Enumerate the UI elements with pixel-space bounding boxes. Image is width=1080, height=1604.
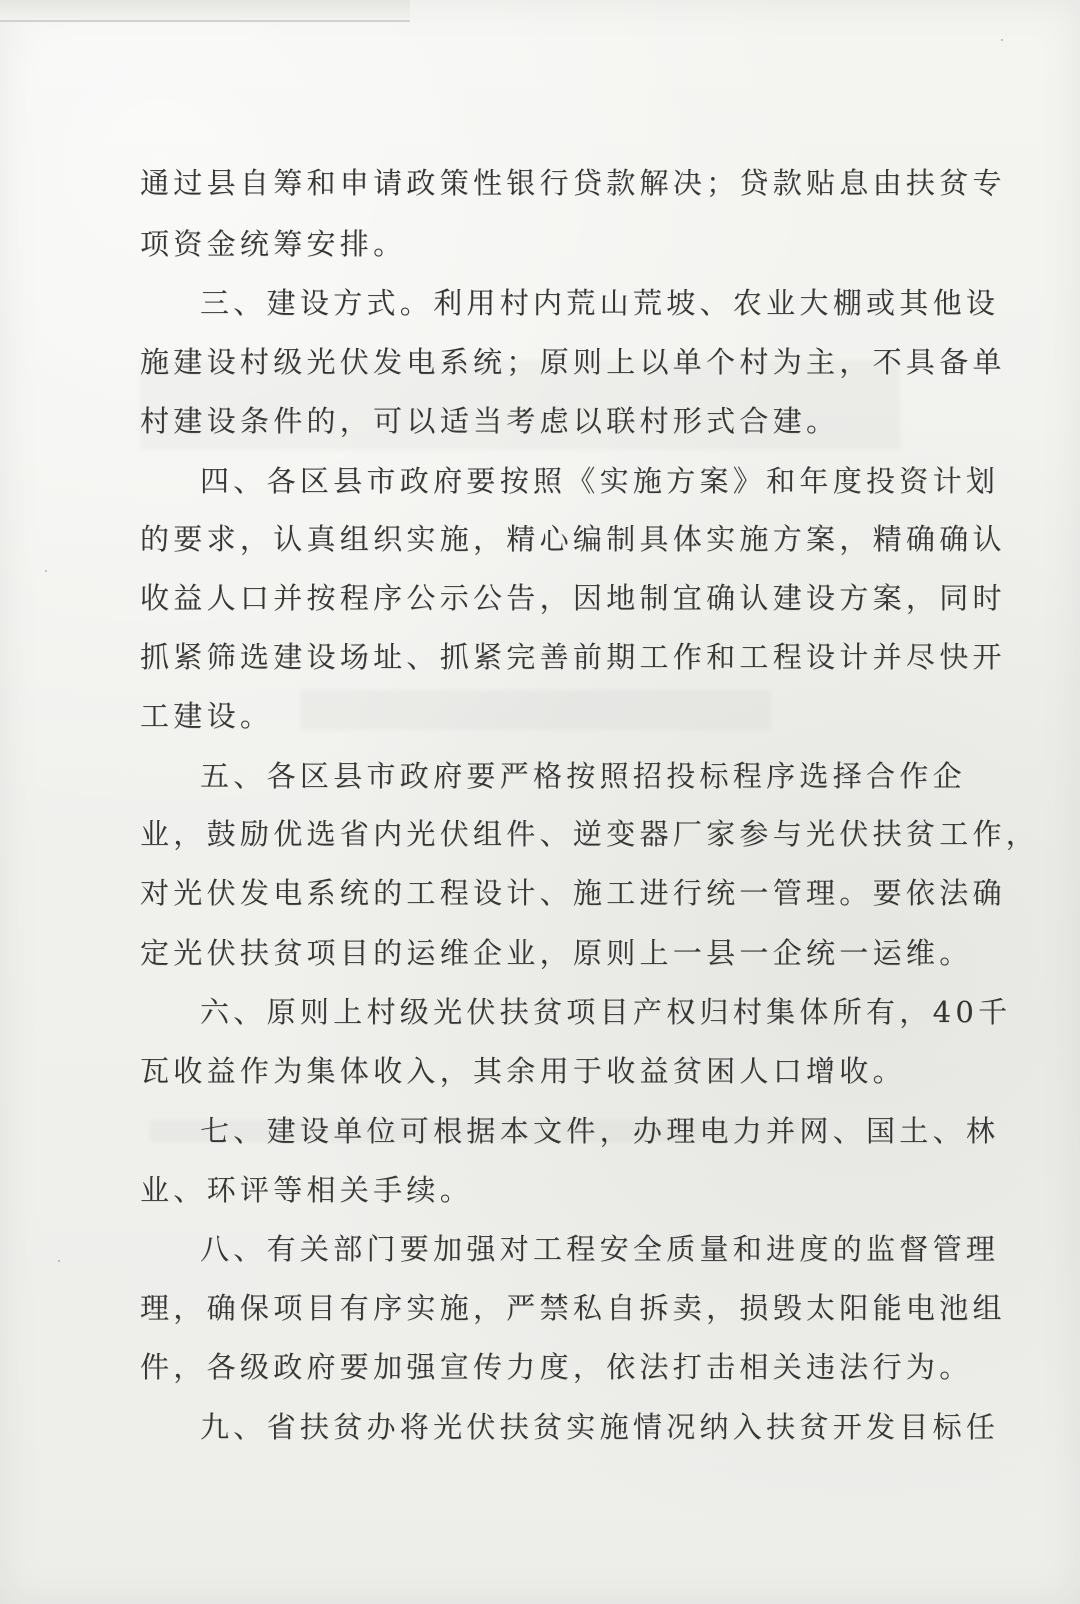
text-line: 九、省扶贫办将光伏扶贫实施情况纳入扶贫开发目标任 (200, 1410, 1000, 1444)
text-line: 业、环评等相关手续。 (140, 1173, 474, 1207)
text-line: 三、建设方式。利用村内荒山荒坡、农业大棚或其他设 (200, 286, 1000, 320)
text-line: 施建设村级光伏发电系统；原则上以单个村为主，不具备单 (140, 345, 1006, 379)
text-line: 收益人口并按程序公示公告，因地制宜确认建设方案，同时 (140, 581, 1006, 615)
bleed-through-band (300, 690, 770, 730)
text-line: 瓦收益作为集体收入，其余用于收益贫困人口增收。 (140, 1054, 906, 1088)
paper-speck (1001, 39, 1003, 41)
text-line: 对光伏发电系统的工程设计、施工进行统一管理。要依法确 (140, 876, 1006, 910)
paper-speck (45, 570, 47, 572)
text-line: 理，确保项目有序实施，严禁私自拆卖，损毁太阳能电池组 (140, 1291, 1006, 1325)
text-line: 六、原则上村级光伏扶贫项目产权归村集体所有，40千 (200, 995, 1012, 1029)
text-line: 七、建设单位可根据本文件，办理电力并网、国土、林 (200, 1114, 1000, 1148)
paper-speck (58, 1260, 60, 1262)
text-line: 项资金统筹安排。 (140, 227, 407, 261)
text-line: 八、有关部门要加强对工程安全质量和进度的监督管理 (200, 1232, 1000, 1266)
text-line: 定光伏扶贫项目的运维企业，原则上一县一企统一运维。 (140, 936, 973, 970)
text-line: 通过县自筹和申请政策性银行贷款解决；贷款贴息由扶贫专 (140, 166, 1006, 200)
text-line: 五、各区县市政府要严格按照招投标程序选择合作企 (200, 759, 966, 793)
top-paper-edge (0, 0, 410, 22)
text-line: 工建设。 (140, 699, 274, 733)
text-line: 的要求，认真组织实施，精心编制具体实施方案，精确确认 (140, 522, 1006, 556)
text-line: 件，各级政府要加强宣传力度，依法打击相关违法行为。 (140, 1350, 973, 1384)
text-line: 四、各区县市政府要按照《实施方案》和年度投资计划 (200, 464, 1000, 498)
text-line: 村建设条件的，可以适当考虑以联村形式合建。 (140, 404, 840, 438)
text-line: 抓紧筛选建设场址、抓紧完善前期工作和工程设计并尽快开 (140, 640, 1006, 674)
text-line: 业，鼓励优选省内光伏组件、逆变器厂家参与光伏扶贫工作， (140, 817, 1040, 851)
